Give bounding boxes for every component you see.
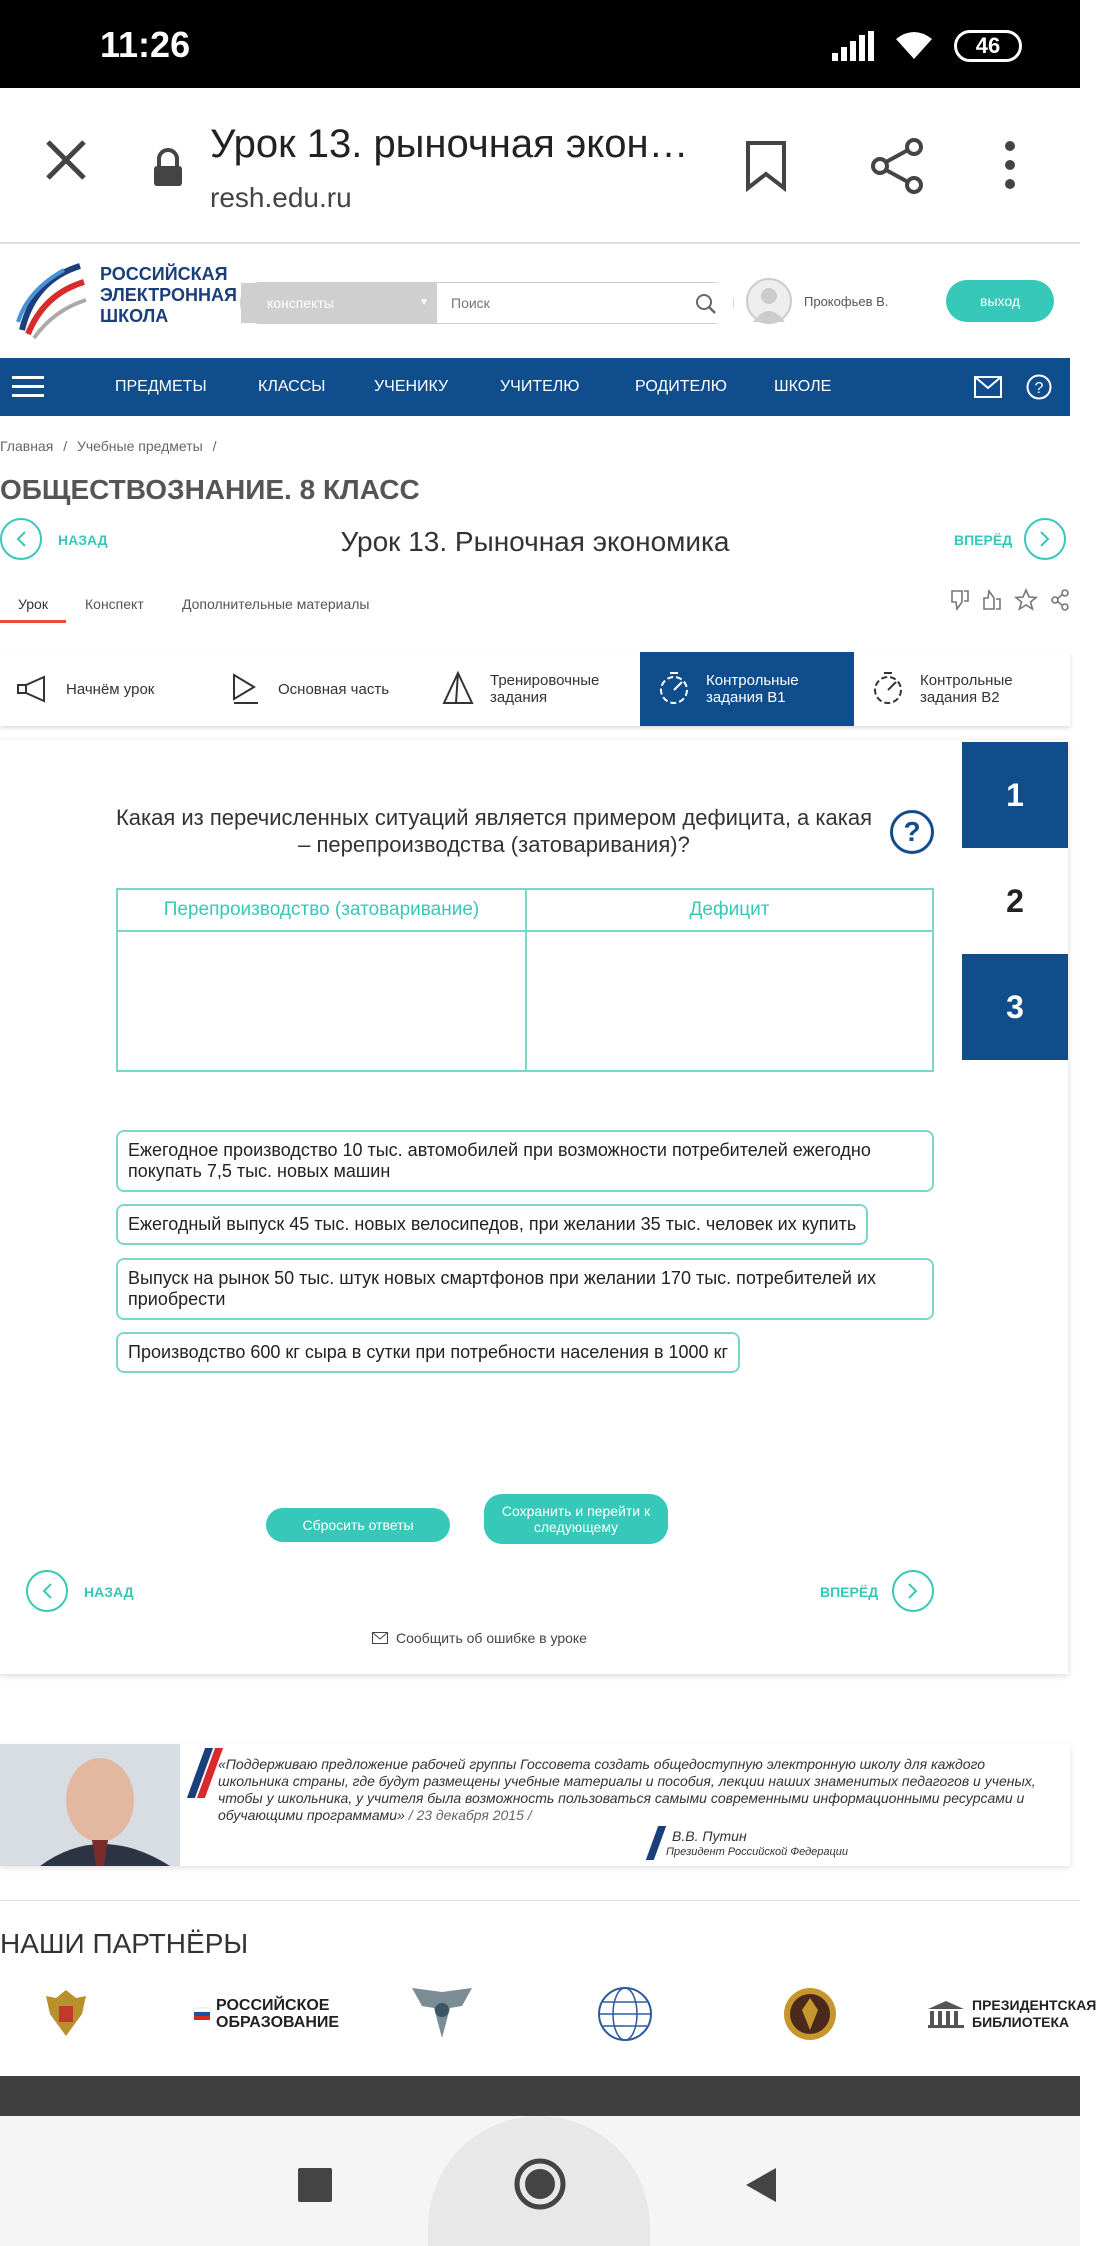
nav-item-teacher[interactable]: УЧИТЕЛЮ [500,378,580,395]
signal-icon [832,31,874,61]
partners-title: НАШИ ПАРТНЁРЫ [0,1928,249,1959]
next-lesson-button[interactable] [1024,518,1066,560]
step-training-tasks[interactable] [438,652,638,726]
step-label: Основная часть [278,680,390,698]
play-icon [226,669,266,709]
user-name[interactable]: Прокофьев В. [804,294,889,309]
partner-label-line: РОССИЙСКОЕ [216,1997,330,2014]
decor-slash [646,1826,666,1860]
russian-flag-icon [194,2008,210,2020]
bookmark-icon[interactable] [744,140,788,192]
quote-banner [0,1744,1070,1866]
menu-icon[interactable] [12,376,44,398]
step-control-tasks-b1[interactable] [640,652,854,726]
next-lesson-label[interactable]: ВПЕРЁД [954,532,1013,548]
nav-item-student[interactable]: УЧЕНИКУ [374,378,449,395]
answer-drop-table [116,888,934,1072]
step-main-part[interactable] [226,652,426,726]
partner-label-line: ОБРАЗОВАНИЕ [216,2014,340,2031]
quote-body: «Поддерживаю предложение рабочей группы Госсовета создать общедоступную электронную школу для каждого школьника страны, где будут размещены учебные материалы и пособия, лекции наших знаменитых педагогов и ученых, чтобы у школьника, у учителя была возможность пользоваться самыми современными информационными ресурсами и обучающими программами» [218,1756,1036,1823]
question-text: Какая из перечисленных ситуаций является примером дефицита, а какая – перепроизводства (затоваривания)? [115,805,873,857]
breadcrumb-home[interactable]: Главная [0,438,54,454]
site-header [0,246,1070,358]
breadcrumb [0,438,223,454]
question-number-2[interactable]: 2 [962,848,1068,954]
next-task-label[interactable]: ВПЕРЁД [820,1584,879,1600]
step-label-line: Контрольные [706,672,799,689]
step-label-line: задания [490,689,548,706]
library-building-icon [926,1999,966,2029]
svg-text:?: ? [1034,380,1044,397]
drop-column-deficit[interactable] [525,890,932,1070]
question-number-1[interactable]: 1 [962,742,1068,848]
more-options-icon[interactable] [1004,140,1016,190]
reset-answers-button[interactable]: Сбросить ответы [266,1508,450,1542]
question-number-3[interactable]: 3 [962,954,1068,1060]
status-bar [0,0,1080,88]
breadcrumb-separator: / [63,438,68,454]
battery-level: 46 [975,33,1001,58]
main-nav [0,358,1070,416]
partner-label-line: ПРЕЗИДЕНТСКАЯ [972,1997,1096,2013]
footer-band [0,2076,1080,2116]
wifi-icon [894,31,934,61]
logo-line: РОССИЙСКАЯ [100,264,228,284]
search-category-select[interactable] [241,283,437,323]
search-bar [240,282,734,324]
step-label-line: Контрольные [920,672,1013,689]
step-start-lesson[interactable] [14,652,214,726]
draggable-option[interactable]: Производство 600 кг сыра в сутки при потребности населения в 1000 кг [116,1332,740,1373]
step-label-line: задания В2 [920,689,1000,706]
back-icon[interactable] [744,2166,778,2204]
breadcrumb-subjects[interactable]: Учебные предметы [76,438,203,454]
search-input[interactable] [437,283,733,323]
nav-item-parent[interactable]: РОДИТЕЛЮ [635,378,727,395]
draggable-option[interactable]: Ежегодный выпуск 45 тыс. новых велосипедов, при желании 35 тыс. человек их купить [116,1204,868,1245]
drop-column-overproduction[interactable] [118,890,525,1070]
megaphone-icon [14,669,54,709]
status-time: 11:26 [100,24,191,65]
lesson-tabs [0,586,1070,626]
quote-author: В.В. Путин [672,1828,747,1844]
thumbs-down-icon[interactable] [950,589,970,611]
globe-icon [590,1984,660,2044]
step-control-tasks-b2[interactable] [868,652,1068,726]
lesson-title: Урок 13. Рыночная экономика [340,526,730,557]
page-title: ОБЩЕСТВОЗНАНИЕ. 8 КЛАСС [0,474,420,505]
partner-mchs[interactable] [778,1984,842,2044]
coat-of-arms-icon [42,1986,90,2042]
column-header: Перепроизводство (затоваривание) [118,890,525,932]
column-header: Дефицит [527,890,932,932]
logout-button[interactable]: выход [946,280,1054,322]
chevron-right-icon [1039,530,1051,548]
active-tab-indicator [0,620,66,623]
search-category-label: конспекты [267,295,334,311]
tab-extra-materials[interactable]: Дополнительные материалы [182,596,370,612]
share-icon[interactable] [1050,588,1070,612]
chevron-right-icon [907,1582,919,1600]
nav-item-school[interactable]: ШКОЛЕ [774,378,832,395]
partner-globe-org[interactable] [590,1984,660,2044]
chevron-down-icon: ▼ [419,297,429,308]
logo-line: ШКОЛА [100,306,169,326]
step-label [920,672,1013,706]
next-task-button[interactable] [892,1570,934,1612]
partner-label [216,1997,339,2031]
divider [0,1900,1080,1901]
recent-apps-icon[interactable] [298,2168,332,2202]
prev-lesson-label[interactable]: НАЗАД [58,532,108,548]
draggable-option[interactable]: Выпуск на рынок 50 тыс. штук новых смартфонов при желании 170 тыс. потребителей их приобрести [116,1258,934,1320]
help-icon[interactable] [1026,374,1052,400]
partner-ros-obrazovanie[interactable] [194,1984,339,2044]
eagle-emblem-icon [402,1984,482,2044]
step-label [706,672,799,706]
battery-icon [954,30,1022,62]
browser-toolbar [0,88,1080,244]
lesson-navigation [0,518,1070,564]
resh-logo-icon[interactable] [14,260,88,344]
timer-icon [868,669,908,709]
partner-label-line: БИБЛИОТЕКА [972,2014,1070,2030]
tab-lesson[interactable]: Урок [18,596,48,612]
partner-ministry[interactable] [42,1984,90,2044]
tab-actions [950,588,1070,612]
logo-line: ЭЛЕКТРОННАЯ [100,285,237,305]
draggable-option[interactable]: Ежегодное производство 10 тыс. автомобилей при возможности потребителей ежегодно покупать 7,5 тыс. новых машин [116,1130,934,1192]
step-label-line: Тренировочные [490,672,600,689]
thumbs-up-icon[interactable] [982,589,1002,611]
pyramid-icon [438,669,478,709]
report-error-label: Сообщить об ошибке в уроке [396,1630,587,1646]
partner-rosobrnadzor[interactable] [402,1984,482,2044]
chevron-left-icon [41,1582,53,1600]
save-and-next-button[interactable]: Сохранить и перейти к следующему [484,1494,668,1544]
logo-text[interactable] [100,264,237,327]
step-label [490,672,599,706]
quote-text [218,1756,1038,1824]
portrait-image [0,1744,180,1866]
mail-icon [372,1632,388,1644]
nav-item-classes[interactable]: КЛАССЫ [258,378,326,395]
quote-role: Президент Российской Федерации [666,1846,849,1858]
breadcrumb-separator: / [212,438,217,454]
user-icon [748,280,790,322]
report-error-link[interactable] [372,1630,587,1646]
avatar[interactable] [746,278,792,324]
star-icon[interactable] [1014,588,1038,612]
tab-summary[interactable]: Конспект [85,596,144,612]
android-nav-bar [0,2116,1080,2246]
emblem-icon [778,1984,842,2044]
timer-icon [654,669,694,709]
prev-task-button[interactable] [26,1570,68,1612]
quote-date: / 23 декабря 2015 / [408,1807,532,1823]
home-icon[interactable] [514,2158,566,2210]
browser-url[interactable]: resh.edu.ru [210,182,352,213]
close-icon[interactable] [44,138,88,182]
share-icon[interactable] [870,138,924,194]
search-icon[interactable] [695,293,717,315]
task-card [0,740,1068,1674]
mail-icon[interactable] [974,376,1002,398]
prev-task-label[interactable]: НАЗАД [84,1584,134,1600]
question-help-icon[interactable]: ? [890,810,934,854]
partner-presidential-library[interactable] [926,1984,1096,2044]
partner-label [972,1997,1096,2031]
step-label-line: задания В1 [706,689,786,706]
step-label: Начнём урок [66,680,155,698]
lock-icon [152,148,184,188]
nav-item-subjects[interactable]: ПРЕДМЕТЫ [115,378,207,395]
lesson-steps [0,652,1070,726]
browser-page-title: Урок 13. рыночная экон… [210,122,689,166]
status-icons [832,28,1022,64]
